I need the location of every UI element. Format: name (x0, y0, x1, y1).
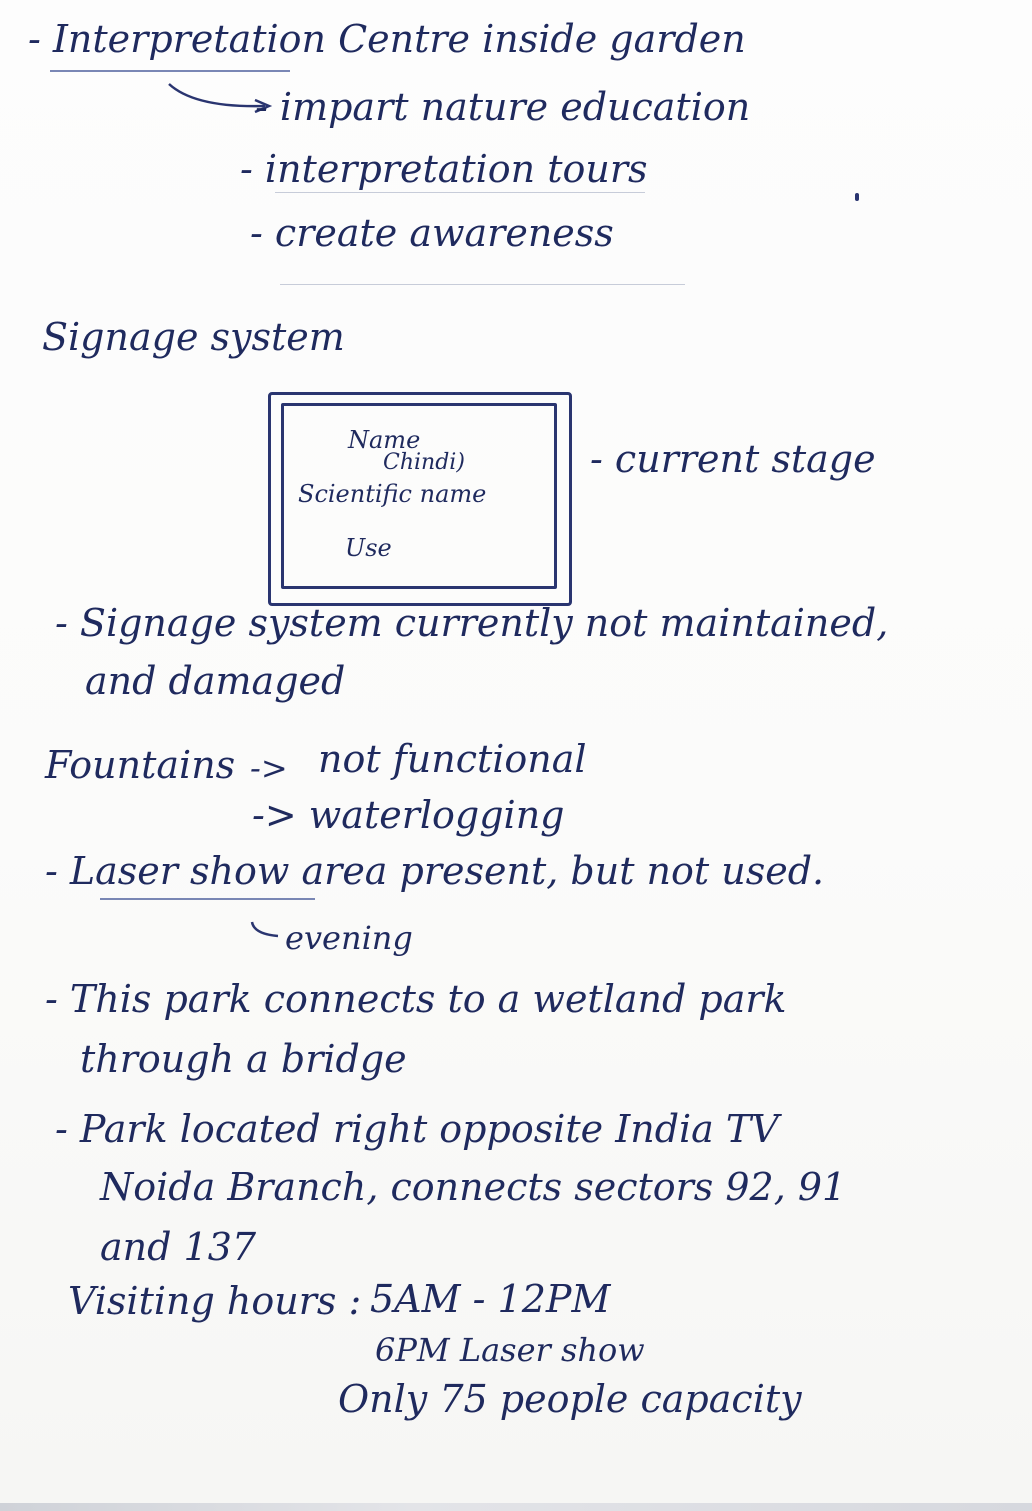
signage-board-note: - current stage (590, 437, 876, 481)
location-line-2: Noida Branch, connects sectors 92, 91 (100, 1165, 847, 1209)
signage-board-name: Name (348, 426, 421, 454)
signage-condition-line-2: and damaged (85, 659, 346, 703)
bridge-line-1: - This park connects to a wetland park (45, 977, 787, 1021)
laser-show-line: - Laser show area present, but not used. (45, 849, 825, 893)
fountains-arrow: -> (250, 749, 288, 787)
interpretation-point-awareness: - create awareness (250, 211, 614, 255)
visiting-hours-label: Visiting hours : (68, 1279, 362, 1323)
interpretation-point-tours: - interpretation tours (240, 147, 648, 191)
fountains-label: Fountains (45, 743, 236, 787)
page-bottom-edge (0, 1503, 1032, 1511)
faint-rule-2 (280, 284, 685, 285)
laser-show-note: evening (285, 919, 413, 957)
interpretation-heading: - Interpretation Centre inside garden (28, 17, 746, 61)
visiting-hours-laser: 6PM Laser show (375, 1331, 645, 1369)
faint-rule-1 (275, 192, 645, 193)
location-line-1: - Park located right opposite India TV (55, 1107, 779, 1151)
signage-heading: Signage system (42, 315, 345, 359)
bridge-line-2: through a bridge (80, 1037, 407, 1081)
ink-mark (855, 193, 859, 201)
signage-condition-line-1: - Signage system currently not maintained, (55, 601, 889, 645)
signage-board-local-name: Chindi) (383, 450, 465, 475)
signage-board-scientific: Scientific name (298, 480, 487, 508)
visiting-hours-capacity: Only 75 people capacity (338, 1377, 802, 1421)
visiting-hours-time: 5AM - 12PM (370, 1277, 611, 1321)
laser-show-underline (100, 898, 315, 900)
annotation-hook-icon (248, 918, 288, 948)
fountains-issue-waterlogging: -> waterlogging (252, 793, 565, 837)
location-line-3: and 137 (100, 1225, 257, 1269)
fountains-issue-functional: not functional (318, 737, 587, 781)
interpretation-underline (50, 70, 290, 72)
interpretation-point-education: - impart nature education (255, 85, 751, 129)
signage-board-use: Use (345, 534, 392, 562)
